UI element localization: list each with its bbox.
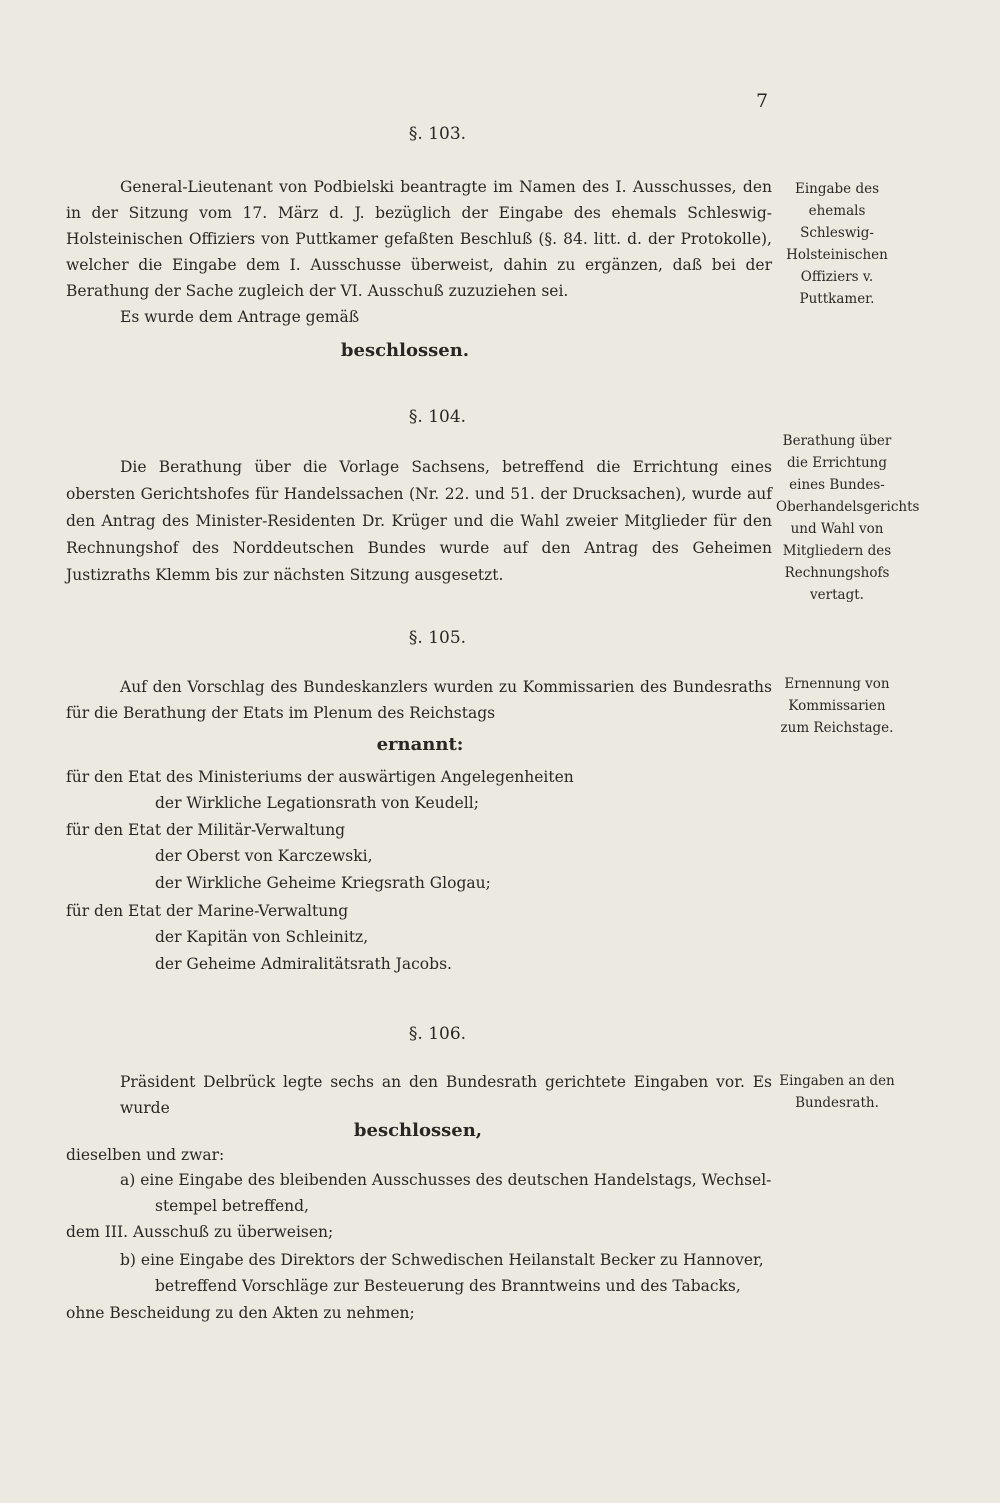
section-105-line-1: für den Etat des Ministeriums der auswärtigen Angelegenheiten (66, 768, 574, 786)
section-103-heading: §. 103. (408, 124, 467, 144)
section-106-line-4: dem III. Ausschuß zu überweisen; (66, 1223, 334, 1241)
section-105-line-5: der Wirkliche Geheime Kriegsrath Glogau; (155, 874, 491, 892)
section-106-heading: §. 106. (408, 1024, 467, 1044)
section-106-line-6: betreffend Vorschläge zur Besteuerung des Branntweins und des Tabacks, (155, 1277, 741, 1295)
section-105-line-2: der Wirkliche Legationsrath von Keudell; (155, 794, 479, 812)
section-103-text-2: Es wurde dem Antrage gemäß (120, 308, 360, 326)
section-105-line-4: der Oberst von Karczewski, (155, 847, 373, 865)
section-104-text: Die Berathung über die Vorlage Sachsens, betreffend die Errichtung eines obersten Gerichtshofes für Handelssachen (Nr. 22. und 51. der Drucksachen), wurde auf den Antrag des Minister-Residenten Dr. Krüger und die Wahl zweier Mitglieder für den Rechnungshof des Norddeutschen Bundes wurde auf den Antrag des Geheimen Justizraths Klemm bis zur nächsten Sitzung ausgesetzt. (66, 458, 772, 584)
section-103-text: General-Lieutenant von Podbielski beantragte im Namen des I. Ausschusses, den in der Sitzung vom 17. März d. J. bezüglich der Eingabe des ehemals Schleswig-Holsteinischen Offiziers von Puttkamer gefaßten Beschluß (§. 84. litt. d. der Protokolle), welcher die Eingabe dem I. Ausschusse überweist, dahin zu ergänzen, daß bei der Berathung der Sache zugleich der VI. Ausschuß zuzuziehen sei. (66, 178, 772, 300)
section-105-line-7: der Kapitän von Schleinitz, (155, 928, 369, 946)
section-105-line-6: für den Etat der Marine-Verwaltung (66, 902, 349, 920)
section-105-decision: ernannt: (376, 734, 464, 755)
page-number: 7 (756, 90, 769, 112)
section-105-margin-note: Ernennung von Kommissarien zum Reichstage. (780, 676, 894, 736)
section-103-decision: beschlossen. (340, 340, 470, 361)
section-106-decision: beschlossen, (353, 1120, 483, 1141)
section-104-heading: §. 104. (408, 407, 467, 427)
section-105-heading: §. 105. (408, 628, 467, 648)
section-106-text: Präsident Delbrück legte sechs an den Bundesrath gerichtete Eingaben vor. Es wurde (120, 1073, 772, 1117)
section-105-line-8: der Geheime Admiralitätsrath Jacobs. (155, 955, 452, 973)
section-106-line-3: stempel betreffend, (155, 1197, 309, 1215)
section-103-margin-note: Eingabe des ehemals Schleswig-Holsteinischen Offiziers v. Puttkamer. (786, 181, 888, 307)
section-106-margin-note: Eingaben an den Bundesrath. (779, 1073, 895, 1111)
section-105-line-3: für den Etat der Militär-Verwaltung (66, 821, 346, 839)
section-106-line-2: a) eine Eingabe des bleibenden Ausschusses des deutschen Handelstags, Wechsel- (120, 1171, 772, 1189)
section-106-line-7: ohne Bescheidung zu den Akten zu nehmen; (66, 1304, 415, 1322)
section-106-line-1: dieselben und zwar: (66, 1146, 225, 1164)
section-104-margin-note: Berathung über die Errichtung eines Bundes-Oberhandelsgerichts und Wahl von Mitgliedern des Rechnungshofs vertagt. (776, 433, 920, 603)
section-105-text: Auf den Vorschlag des Bundeskanzlers wurden zu Kommissarien des Bundesraths für die Berathung der Etats im Plenum des Reichstags (66, 678, 772, 722)
section-106-line-5: b) eine Eingabe des Direktors der Schwedischen Heilanstalt Becker zu Hannover, (120, 1251, 764, 1269)
